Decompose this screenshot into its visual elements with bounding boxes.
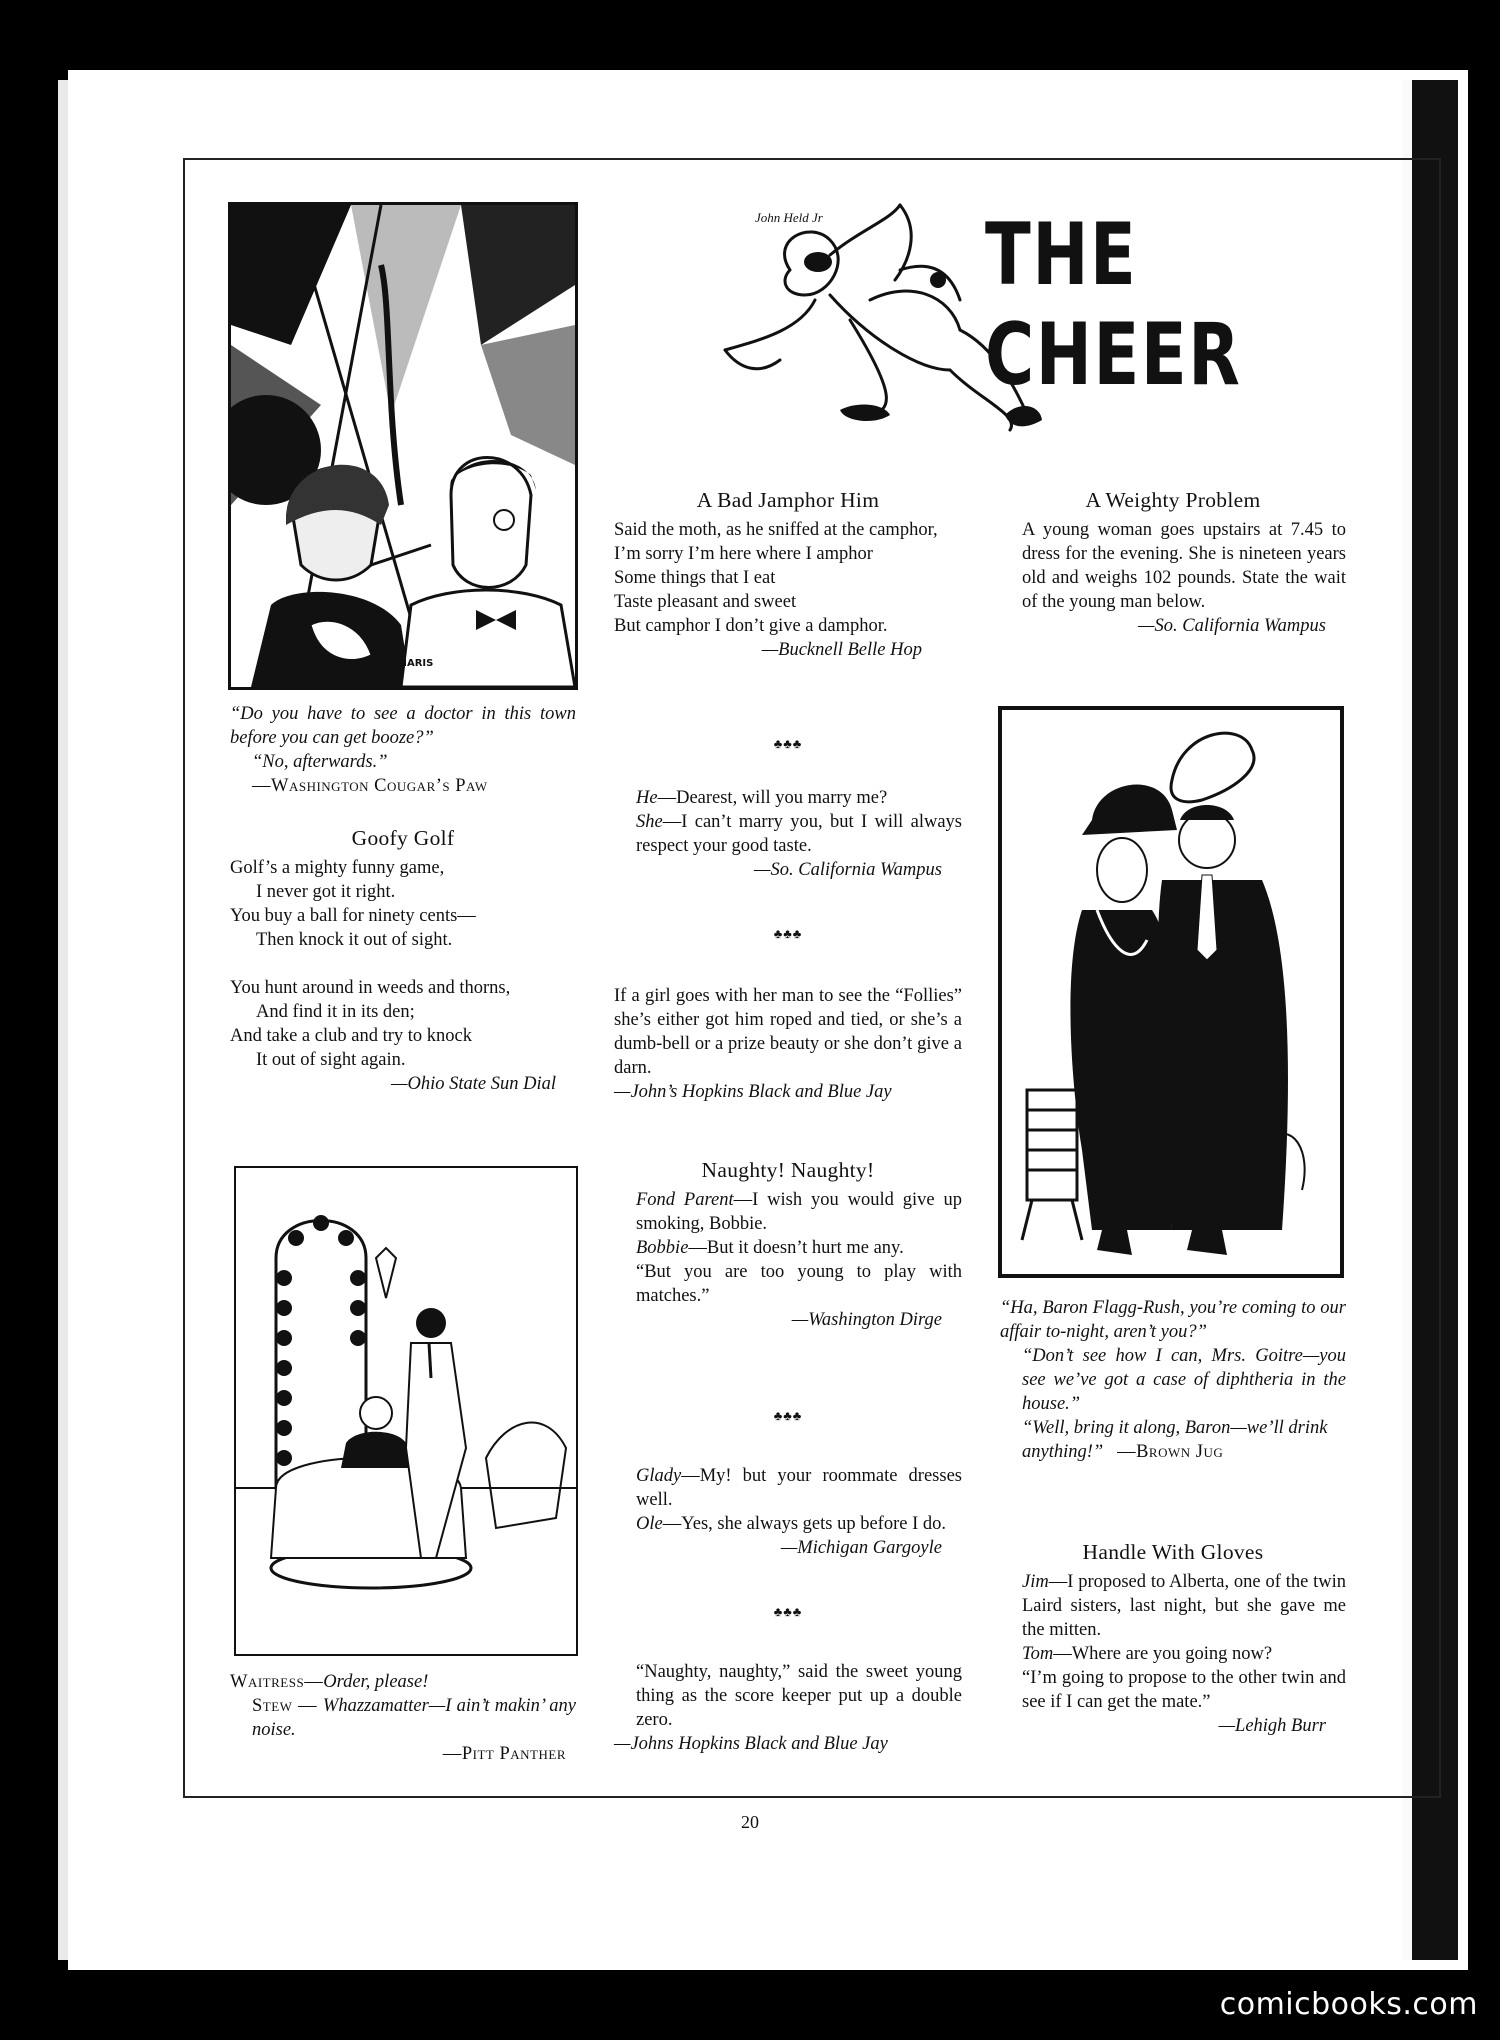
speaker-tom: Tom <box>1022 1644 1054 1664</box>
couple-illustration <box>1002 710 1340 1274</box>
joke-text: A young woman goes upstairs at 7.45 to dress for the evening. She is nineteen years old and weighs 102 pounds. State the wait of the young man below. <box>1022 520 1346 612</box>
poem-line: You buy a ball for ninety cents— <box>230 906 476 926</box>
section-title: THE CHEER <box>985 205 1242 405</box>
page-number: 20 <box>741 1812 759 1832</box>
caption-source: —Washington Cougar’s Paw <box>252 776 488 796</box>
poem-title: Goofy Golf <box>351 826 455 850</box>
joke-title: Naughty! Naughty! <box>701 1158 875 1182</box>
speaker-ole: Ole <box>636 1514 663 1534</box>
ole-line: —Yes, she always gets up before I do. <box>662 1514 946 1534</box>
joke-source: —John’s Hopkins Black and Blue Jay <box>614 1082 892 1102</box>
poem-line: You hunt around in weeds and thorns, <box>230 978 511 998</box>
naughty-joke <box>614 1158 962 1332</box>
bobbie-line: —But it doesn’t hurt me any. <box>688 1238 904 1258</box>
cartoon-signature: MARIS <box>397 658 434 669</box>
poem-line: Some things that I eat <box>614 568 776 588</box>
poem-line: And take a club and try to knock <box>230 1026 472 1046</box>
separator-ornament: ♣♣♣ <box>773 1408 803 1423</box>
joke-source: —Johns Hopkins Black and Blue Jay <box>614 1734 888 1754</box>
weighty-problem <box>1000 488 1346 638</box>
caption-quote: “Do you have to see a doctor in this town before you can get booze?” <box>230 704 576 748</box>
cartoon1-caption <box>230 702 576 798</box>
score-joke <box>614 1660 962 1756</box>
joke-source: —Washington Dirge <box>791 1310 942 1330</box>
cartoon-smoking-couple <box>228 202 578 690</box>
speaker-parent: Fond Parent <box>636 1190 734 1210</box>
caption-line: “Don’t see how I can, Mrs. Goitre—you see we’ve got a case of diphtheria in the house.” <box>1022 1346 1346 1414</box>
joke-title: A Weighty Problem <box>1085 488 1261 512</box>
baron-caption <box>1000 1296 1346 1464</box>
poem-line: Golf’s a mighty funny game, <box>230 858 445 878</box>
waitress-line: Order, please! <box>323 1672 429 1692</box>
roommate-joke <box>614 1464 962 1560</box>
watermark: comicbooks.com <box>1219 1987 1478 2022</box>
goofy-golf-poem <box>230 826 576 1096</box>
joke-title: Handle With Gloves <box>1082 1540 1264 1564</box>
artist-signature: John Held Jr <box>755 210 823 225</box>
marry-joke <box>614 786 962 882</box>
speaker-stew: Stew — <box>252 1696 323 1716</box>
she-line: —I can’t marry you, but I will always respect your good taste. <box>636 812 962 856</box>
cartoon2-caption <box>230 1670 576 1766</box>
cartoon-waitress <box>234 1166 578 1656</box>
jim-line: —I proposed to Alberta, one of the twin Laird sisters, last night, but she gave me the mitten. <box>1022 1572 1346 1640</box>
joke-source: —So. California Wampus <box>754 860 942 880</box>
poem-line: Said the moth, as he sniffed at the camphor, <box>614 520 938 540</box>
tom-line: —Where are you going now? <box>1053 1644 1273 1664</box>
poem-line: I’m sorry I’m here where I amphor <box>614 544 873 564</box>
caption-source: —Brown Jug <box>1117 1442 1224 1462</box>
speaker-bobbie: Bobbie <box>636 1238 689 1258</box>
joke-source: —Lehigh Burr <box>1218 1716 1326 1736</box>
he-line: —Dearest, will you marry me? <box>657 788 888 808</box>
speaker-he: He <box>636 788 658 808</box>
poem-line: Then knock it out of sight. <box>256 930 453 950</box>
poem-source: —Bucknell Belle Hop <box>761 640 922 660</box>
joke-text: If a girl goes with her man to see the “Follies” she’s either got him roped and tied, or she’s a dumb-bell or a prize beauty or she don’t give a darn. <box>614 986 962 1078</box>
speaker-jim: Jim <box>1022 1572 1049 1592</box>
separator-ornament: ♣♣♣ <box>773 926 803 941</box>
poem-line: It out of sight again. <box>256 1050 406 1070</box>
handle-with-gloves <box>1000 1540 1346 1738</box>
speaker-she: She <box>636 812 663 832</box>
caption-line: “Ha, Baron Flagg-Rush, you’re coming to our affair to-night, aren’t you?” <box>1000 1298 1346 1342</box>
joke-text: “Naughty, naughty,” said the sweet young thing as the score keeper put up a double zero. <box>636 1662 962 1730</box>
art-deco-illustration <box>231 205 575 687</box>
parent-line: —I wish you would give up smoking, Bobbie. <box>636 1190 962 1234</box>
poem-line: But camphor I don’t give a damphor. <box>614 616 888 636</box>
poem-line: Taste pleasant and sweet <box>614 592 797 612</box>
caption-line: “Well, bring it along, Baron—we’ll drink anything!” <box>1022 1418 1328 1462</box>
caption-reply: “No, afterwards.” <box>252 752 388 772</box>
joke-source: —Michigan Gargoyle <box>780 1538 942 1558</box>
poem-title: A Bad Jamphor Him <box>696 488 880 512</box>
separator-ornament: ♣♣♣ <box>773 736 803 751</box>
reply-line: “I’m going to propose to the other twin and see if I can get the mate.” <box>1022 1668 1346 1712</box>
speaker-glady: Glady <box>636 1466 682 1486</box>
restaurant-illustration <box>236 1168 576 1654</box>
follies-joke <box>614 984 962 1104</box>
paper-edge <box>58 80 68 1960</box>
bad-jamphor-poem <box>614 488 962 662</box>
poem-line: And find it in its den; <box>256 1002 415 1022</box>
parent-reply: “But you are too young to play with matches.” <box>636 1262 962 1306</box>
speaker-waitress: Waitress— <box>230 1672 324 1692</box>
glady-line: —My! but your roommate dresses well. <box>636 1466 962 1510</box>
poem-line: I never got it right. <box>256 882 396 902</box>
joke-source: —So. California Wampus <box>1138 616 1326 636</box>
separator-ornament: ♣♣♣ <box>773 1604 803 1619</box>
caption-source: —Pitt Panther <box>442 1744 566 1764</box>
stew-line: Whazzamatter—I ain’t makin’ any noise. <box>252 1696 576 1740</box>
poem-source: —Ohio State Sun Dial <box>391 1074 556 1094</box>
cartoon-baron <box>998 706 1344 1278</box>
